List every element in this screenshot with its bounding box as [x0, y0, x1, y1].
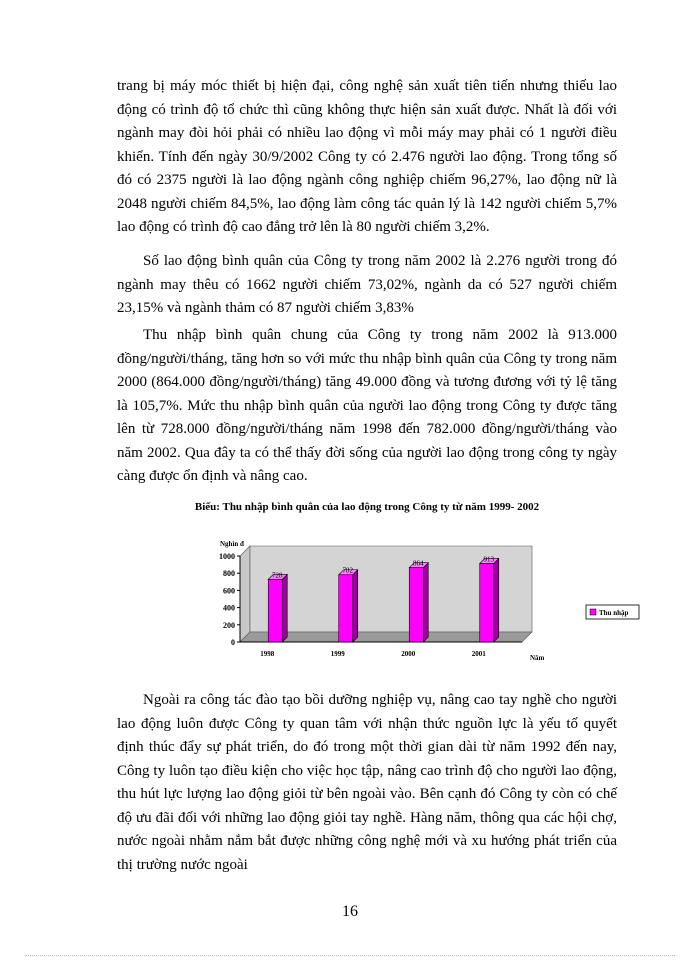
bar-side	[494, 558, 499, 642]
bar	[409, 568, 423, 642]
page-number: 16	[342, 903, 358, 920]
bar-data-label: 864	[413, 559, 424, 568]
bar-data-label: 913	[483, 555, 494, 564]
chart-caption: Biểu: Thu nhập bình quân của lao động trong Công ty từ năm 1999- 2002	[194, 501, 540, 513]
y-tick-label: 600	[223, 586, 235, 596]
bar-side	[423, 563, 428, 642]
bar-side	[353, 570, 358, 642]
legend-label: Thu nhập	[599, 609, 629, 617]
x-tick-label: 1998	[260, 650, 275, 658]
x-tick-label: 2000	[401, 650, 416, 658]
y-tick-label: 800	[223, 569, 235, 579]
paragraph-2: Số lao động bình quân của Công ty trong năm 2002 là 2.276 người trong đó ngành may thêu có 1662 người chiếm 73,02%, ngành da có 527 người chiếm 23,15% và ngành thảm có 87 người chiếm 3,83%	[117, 253, 617, 316]
y-tick-label: 1000	[219, 552, 235, 561]
bar	[268, 579, 282, 642]
y-axis-title: Nghìn đ	[220, 540, 244, 548]
legend-swatch	[590, 609, 596, 615]
bar-data-label: 728	[272, 571, 283, 580]
paragraph-3: Thu nhập bình quân chung của Công ty trong năm 2002 là 913.000 đồng/người/tháng, tăng hơn so với mức thu nhập bình quân của Công ty trong năm 2000 (864.000 đồng/người/tháng) tăng 49.000 đồng và tương đương với tỷ lệ tăng là 105,7%. Mức thu nhập bình quân của người lao động trong Công ty được tăng lên từ 728.000 đồng/người/tháng năm 1998 đến 782.000 đồng/người/tháng vào năm 2002. Qua đây ta có thể thấy đời sống của người lao động trong công ty ngày càng được ổn định và nâng cao.	[117, 327, 617, 484]
y-tick-label: 200	[223, 620, 235, 630]
bottom-divider	[25, 955, 675, 956]
x-axis-title: Năm	[530, 654, 545, 662]
bar-data-label: 782	[342, 566, 353, 575]
bar	[480, 563, 494, 642]
y-tick-label: 0	[231, 638, 235, 647]
paragraph-4: Ngoài ra công tác đào tạo bồi dưỡng nghiệp vụ, nâng cao tay nghề cho người lao động luôn được Công ty quan tâm với nhận thức nguồn lực là yếu tố quyết định thúc đẩy sự phát triển, do đó trong một thời gian dài từ năm 1992 đến nay, Công ty luôn tạo điều kiện cho việc học tập, nâng cao trình độ cho người lao động, thu hút lực lượng lao động giỏi từ bên ngoài vào. Bên cạnh đó Công ty còn có chế độ ưu đãi đối với những lao động giỏi tay nghề. Hàng năm, thông qua các hội chợ, nước ngoài nhằm nắm bắt được những công nghệ mới và xu hướng phát triển của thị trường nước ngoài	[117, 692, 617, 873]
bar-side	[282, 574, 287, 642]
x-tick-label: 1999	[330, 650, 345, 658]
chart-side-wall	[240, 546, 250, 642]
y-tick-label: 400	[223, 603, 235, 613]
paragraph-1: trang bị máy móc thiết bị hiện đại, công nghệ sản xuất tiên tiến nhưng thiếu lao động có trình độ tổ chức thì cũng không thực hiện sản xuất được. Nhất là đối với ngành may đòi hỏi phải có nhiều lao động vì mỗi máy may phải có 1 người điều khiển. Tính đến ngày 30/9/2002 Công ty có 2.476 người lao động. Trong tổng số đó có 2375 người là lao động ngành công nghiệp chiếm 96,27%, lao động nữ là 2048 người chiếm 84,5%, lao động làm công tác quản lý là 142 người chiếm 5,7% lao động có trình độ cao đẳng trở lên là 80 người chiếm 3,2%.	[117, 78, 617, 235]
x-tick-label: 2001	[471, 650, 486, 658]
bar	[339, 575, 353, 642]
